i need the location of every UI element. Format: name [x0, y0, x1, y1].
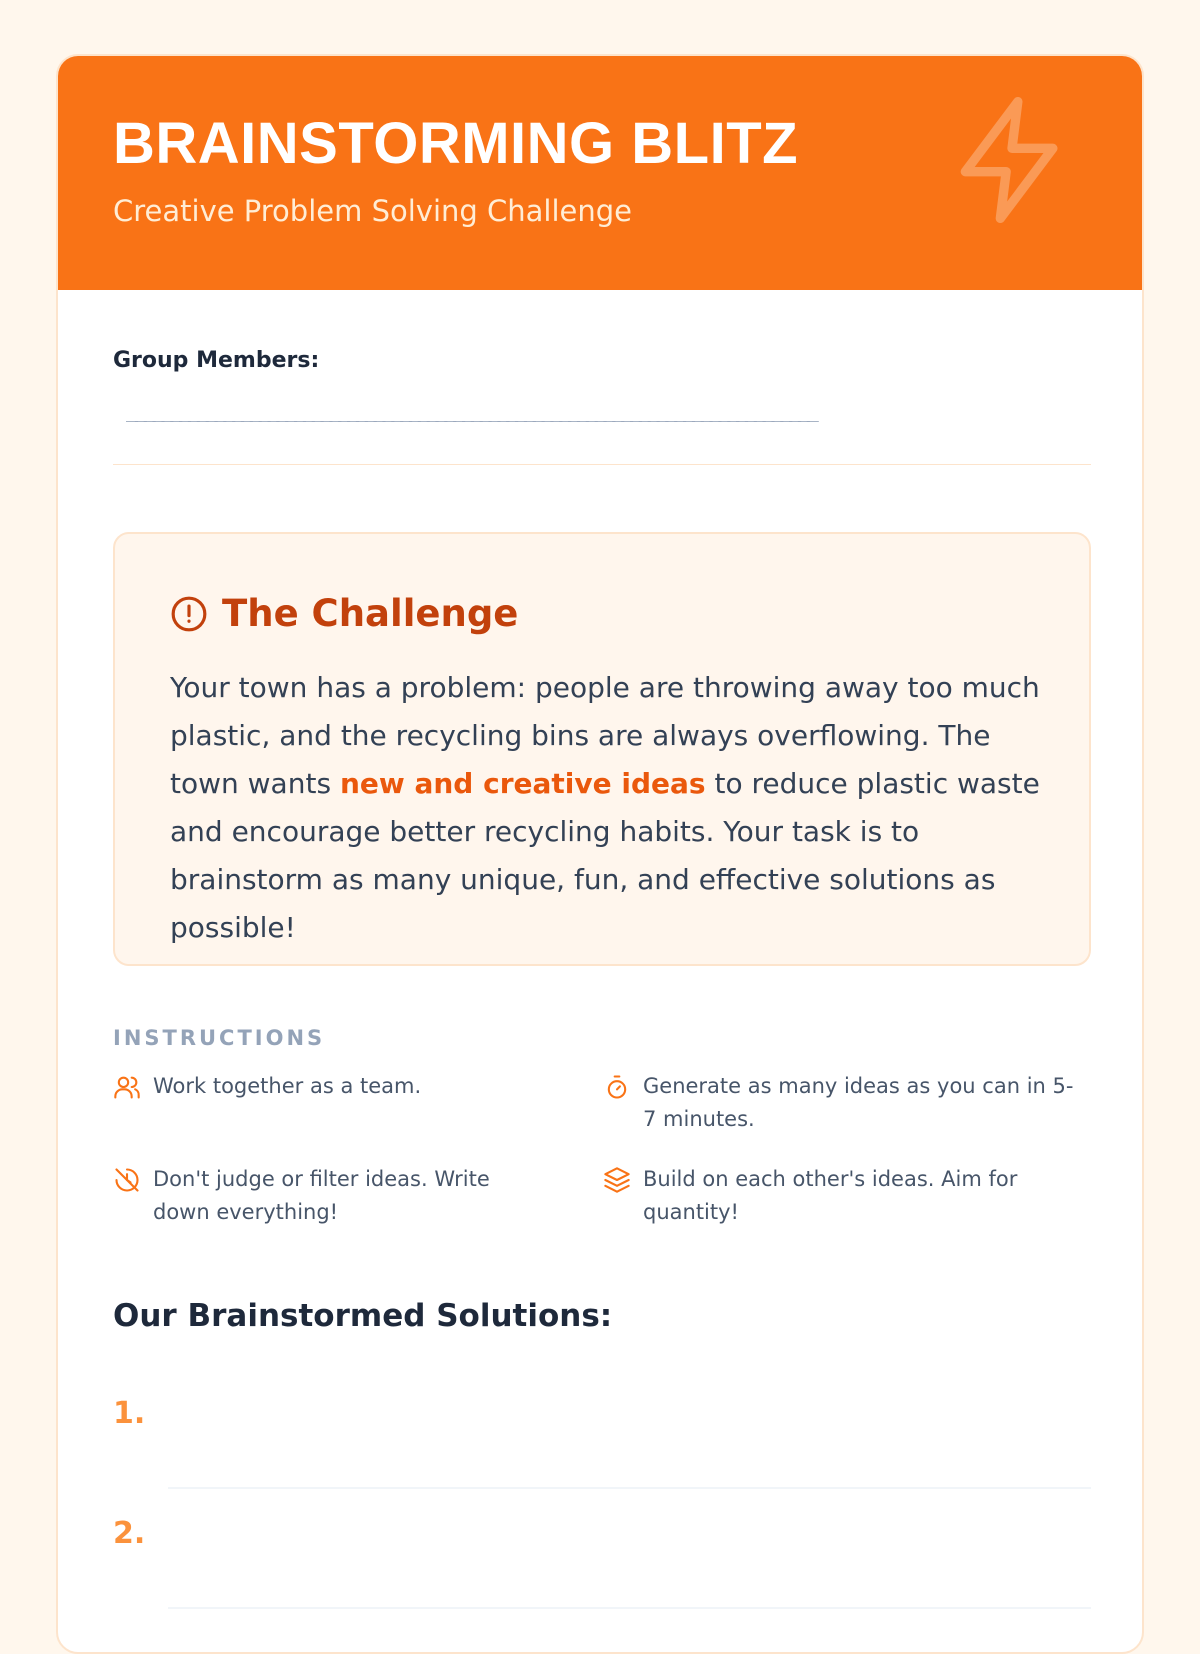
group-members-label: Group Members: — [113, 348, 320, 373]
challenge-text-end: to reduce plastic waste and encourage better recycling habits. Your task is to brainstorm as many unique, fun, and effective solutions as possible! — [170, 767, 1040, 944]
challenge-heading — [170, 592, 518, 635]
instruction-item — [603, 1163, 1083, 1229]
challenge-highlight: new and creative ideas — [339, 767, 706, 800]
challenge-description — [170, 664, 1040, 952]
instruction-item — [113, 1163, 553, 1229]
instruction-item — [113, 1070, 553, 1103]
solutions-title: Our Brainstormed Solutions: — [113, 1298, 613, 1334]
page-subtitle: Creative Problem Solving Challenge — [113, 194, 632, 228]
instruction-text: Build on each other's ideas. Aim for quantity! — [643, 1167, 1018, 1224]
alert-circle-icon — [170, 595, 208, 633]
lightning-bolt-icon — [942, 90, 1082, 230]
instruction-item — [603, 1070, 1083, 1136]
instructions-label: INSTRUCTIONS — [113, 1026, 326, 1050]
solution-input-line[interactable] — [168, 1487, 1091, 1489]
section-divider — [113, 464, 1091, 465]
header-banner — [58, 56, 1142, 290]
solution-number: 2. — [113, 1516, 146, 1551]
group-members-field[interactable]: ______________________________________________________________________________ — [126, 398, 816, 422]
users-icon — [113, 1073, 141, 1101]
no-judge-icon — [113, 1166, 141, 1194]
timer-icon — [603, 1073, 631, 1101]
solution-number: 1. — [113, 1396, 146, 1431]
challenge-text-start: Your town has a problem: people are throwing away too much plastic, and the recycling bins are always overflowing. The town wants — [170, 671, 1040, 800]
instruction-text: Work together as a team. — [153, 1074, 422, 1098]
instruction-text: Don't judge or filter ideas. Write down everything! — [153, 1167, 490, 1224]
layers-icon — [603, 1166, 631, 1194]
page-title: BRAINSTORMING BLITZ — [113, 111, 799, 176]
challenge-title: The Challenge — [222, 592, 519, 635]
challenge-box — [113, 532, 1091, 966]
instruction-text: Generate as many ideas as you can in 5-7 minutes. — [643, 1074, 1074, 1131]
solution-input-line[interactable] — [168, 1607, 1091, 1609]
worksheet-card — [56, 54, 1144, 1654]
